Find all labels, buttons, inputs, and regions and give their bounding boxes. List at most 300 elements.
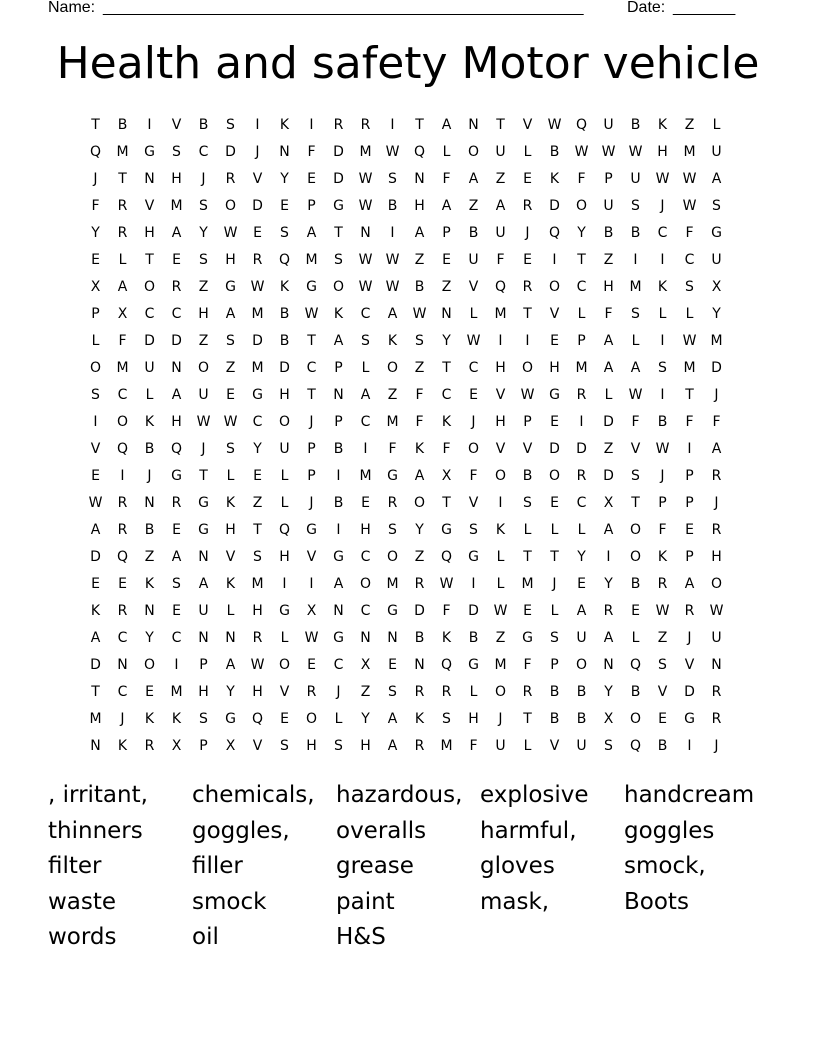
grid-letter[interactable]: C <box>360 603 371 619</box>
grid-letter[interactable]: S <box>334 738 343 754</box>
grid-letter[interactable]: B <box>414 279 425 295</box>
grid-letter[interactable]: B <box>603 225 614 241</box>
grid-letter[interactable]: V <box>306 549 317 565</box>
grid-letter[interactable]: I <box>660 333 665 349</box>
grid-letter[interactable]: J <box>336 684 341 700</box>
grid-letter[interactable]: B <box>387 198 398 214</box>
grid-letter[interactable]: A <box>333 576 344 592</box>
grid-letter[interactable]: A <box>225 306 236 322</box>
grid-letter[interactable]: M <box>629 279 642 295</box>
grid-letter[interactable]: Z <box>225 360 236 376</box>
grid-letter[interactable]: P <box>685 495 694 511</box>
grid-letter[interactable]: F <box>415 414 424 430</box>
grid-letter[interactable]: F <box>91 198 100 214</box>
grid-letter[interactable]: N <box>711 657 722 673</box>
grid-letter[interactable]: D <box>333 171 344 187</box>
grid-letter[interactable]: Y <box>199 225 208 241</box>
grid-letter[interactable]: W <box>196 414 211 430</box>
grid-letter[interactable]: R <box>252 630 263 646</box>
grid-letter[interactable]: I <box>336 522 341 538</box>
grid-letter[interactable]: B <box>144 441 155 457</box>
grid-letter[interactable]: A <box>576 603 587 619</box>
grid-letter[interactable]: A <box>441 117 452 133</box>
grid-letter[interactable]: K <box>657 117 668 133</box>
grid-letter[interactable]: Z <box>360 684 371 700</box>
grid-letter[interactable]: T <box>307 333 316 349</box>
grid-letter[interactable]: M <box>251 306 264 322</box>
grid-letter[interactable]: D <box>549 441 560 457</box>
grid-letter[interactable]: T <box>577 252 586 268</box>
grid-letter[interactable]: V <box>225 549 236 565</box>
grid-letter[interactable]: G <box>333 198 344 214</box>
grid-letter[interactable]: M <box>494 657 507 673</box>
grid-letter[interactable]: A <box>387 738 398 754</box>
grid-letter[interactable]: R <box>576 468 587 484</box>
grid-letter[interactable]: B <box>279 306 290 322</box>
grid-letter[interactable]: F <box>415 387 424 403</box>
grid-letter[interactable]: K <box>225 576 236 592</box>
grid-letter[interactable]: X <box>603 495 614 511</box>
grid-letter[interactable]: H <box>603 279 614 295</box>
grid-letter[interactable]: B <box>657 738 668 754</box>
grid-letter[interactable]: I <box>579 414 584 430</box>
grid-letter[interactable]: B <box>468 225 479 241</box>
grid-letter[interactable]: H <box>171 414 182 430</box>
grid-letter[interactable]: B <box>630 684 641 700</box>
grid-letter[interactable]: A <box>198 576 209 592</box>
grid-letter[interactable]: N <box>333 603 344 619</box>
grid-letter[interactable]: C <box>360 306 371 322</box>
grid-letter[interactable]: W <box>412 306 427 322</box>
grid-letter[interactable]: J <box>660 468 665 484</box>
grid-letter[interactable]: A <box>360 387 371 403</box>
grid-letter[interactable]: E <box>469 387 478 403</box>
grid-letter[interactable]: S <box>226 117 235 133</box>
grid-letter[interactable]: J <box>498 711 503 727</box>
grid-letter[interactable]: W <box>358 279 373 295</box>
grid-letter[interactable]: X <box>90 279 101 295</box>
grid-letter[interactable]: O <box>494 684 507 700</box>
grid-letter[interactable]: D <box>414 603 425 619</box>
grid-letter[interactable]: F <box>388 441 397 457</box>
grid-letter[interactable]: O <box>629 711 642 727</box>
grid-letter[interactable]: V <box>522 117 533 133</box>
grid-letter[interactable]: X <box>306 603 317 619</box>
grid-letter[interactable]: N <box>144 171 155 187</box>
grid-letter[interactable]: B <box>198 117 209 133</box>
grid-letter[interactable]: B <box>576 711 587 727</box>
grid-letter[interactable]: S <box>604 738 613 754</box>
grid-letter[interactable]: N <box>171 360 182 376</box>
grid-letter[interactable]: S <box>280 738 289 754</box>
grid-letter[interactable]: R <box>117 198 128 214</box>
grid-letter[interactable]: D <box>90 549 101 565</box>
grid-letter[interactable]: L <box>523 738 532 754</box>
grid-letter[interactable]: S <box>469 522 478 538</box>
grid-letter[interactable]: R <box>117 522 128 538</box>
grid-letter[interactable]: O <box>143 657 156 673</box>
grid-letter[interactable]: O <box>548 279 561 295</box>
grid-letter[interactable]: N <box>90 738 101 754</box>
grid-letter[interactable]: R <box>252 252 263 268</box>
grid-letter[interactable]: Q <box>440 657 453 673</box>
grid-letter[interactable]: X <box>225 738 236 754</box>
grid-letter[interactable]: D <box>603 414 614 430</box>
grid-letter[interactable]: S <box>172 576 181 592</box>
grid-letter[interactable]: B <box>333 495 344 511</box>
grid-letter[interactable]: K <box>441 630 452 646</box>
grid-letter[interactable]: A <box>387 306 398 322</box>
grid-letter[interactable]: W <box>628 144 643 160</box>
grid-letter[interactable]: L <box>118 252 127 268</box>
grid-letter[interactable]: N <box>279 144 290 160</box>
grid-letter[interactable]: E <box>307 171 316 187</box>
grid-letter[interactable]: W <box>655 603 670 619</box>
grid-letter[interactable]: F <box>469 738 478 754</box>
grid-letter[interactable]: W <box>358 198 373 214</box>
grid-letter[interactable]: W <box>88 495 103 511</box>
grid-letter[interactable]: L <box>145 387 154 403</box>
grid-letter[interactable]: R <box>306 684 317 700</box>
grid-letter[interactable]: K <box>549 171 560 187</box>
grid-letter[interactable]: Q <box>170 441 183 457</box>
grid-letter[interactable]: R <box>117 225 128 241</box>
grid-letter[interactable]: G <box>198 522 209 538</box>
grid-letter[interactable]: J <box>147 468 152 484</box>
grid-letter[interactable]: B <box>279 333 290 349</box>
grid-letter[interactable]: Q <box>251 711 264 727</box>
grid-letter[interactable]: Y <box>577 225 586 241</box>
grid-letter[interactable]: G <box>387 468 398 484</box>
grid-letter[interactable]: N <box>360 225 371 241</box>
grid-letter[interactable]: G <box>306 279 317 295</box>
grid-letter[interactable]: X <box>603 711 614 727</box>
grid-letter[interactable]: Y <box>145 630 154 646</box>
grid-letter[interactable]: T <box>91 117 100 133</box>
grid-letter[interactable]: P <box>442 225 451 241</box>
grid-letter[interactable]: R <box>171 279 182 295</box>
grid-letter[interactable]: Y <box>604 576 613 592</box>
grid-letter[interactable]: L <box>631 333 640 349</box>
grid-letter[interactable]: H <box>144 225 155 241</box>
grid-letter[interactable]: H <box>279 387 290 403</box>
grid-letter[interactable]: Y <box>415 522 424 538</box>
grid-letter[interactable]: T <box>145 252 154 268</box>
grid-letter[interactable]: E <box>172 603 181 619</box>
grid-letter[interactable]: Z <box>468 198 479 214</box>
grid-letter[interactable]: A <box>414 225 425 241</box>
grid-letter[interactable]: E <box>253 468 262 484</box>
grid-letter[interactable]: M <box>710 333 723 349</box>
grid-letter[interactable]: U <box>711 144 722 160</box>
name-field[interactable]: ______________________________________________________ <box>103 0 584 16</box>
grid-letter[interactable]: O <box>359 576 372 592</box>
grid-letter[interactable]: F <box>685 414 694 430</box>
grid-letter[interactable]: E <box>280 198 289 214</box>
grid-letter[interactable]: H <box>279 549 290 565</box>
grid-letter[interactable]: F <box>496 252 505 268</box>
grid-letter[interactable]: E <box>280 711 289 727</box>
grid-letter[interactable]: Q <box>440 549 453 565</box>
grid-letter[interactable]: W <box>547 117 562 133</box>
grid-letter[interactable]: A <box>306 225 317 241</box>
grid-letter[interactable]: J <box>714 387 719 403</box>
grid-letter[interactable]: H <box>171 171 182 187</box>
grid-letter[interactable]: N <box>198 549 209 565</box>
grid-letter[interactable]: S <box>685 279 694 295</box>
grid-letter[interactable]: L <box>550 603 559 619</box>
grid-letter[interactable]: O <box>386 360 399 376</box>
grid-letter[interactable]: J <box>309 414 314 430</box>
grid-letter[interactable]: E <box>361 495 370 511</box>
grid-letter[interactable]: D <box>684 684 695 700</box>
grid-letter[interactable]: K <box>657 549 668 565</box>
grid-letter[interactable]: B <box>630 225 641 241</box>
grid-letter[interactable]: S <box>361 333 370 349</box>
grid-letter[interactable]: X <box>171 738 182 754</box>
grid-letter[interactable]: K <box>90 603 101 619</box>
grid-letter[interactable]: G <box>333 630 344 646</box>
grid-letter[interactable]: F <box>604 306 613 322</box>
grid-letter[interactable]: L <box>523 522 532 538</box>
grid-letter[interactable]: I <box>255 117 260 133</box>
grid-letter[interactable]: Q <box>494 279 507 295</box>
grid-letter[interactable]: M <box>440 738 453 754</box>
grid-letter[interactable]: Z <box>495 171 506 187</box>
grid-letter[interactable]: S <box>388 171 397 187</box>
grid-letter[interactable]: G <box>333 549 344 565</box>
grid-letter[interactable]: M <box>386 576 399 592</box>
grid-letter[interactable]: K <box>387 333 398 349</box>
grid-letter[interactable]: T <box>118 171 127 187</box>
grid-letter[interactable]: E <box>388 657 397 673</box>
grid-letter[interactable]: R <box>711 522 722 538</box>
grid-letter[interactable]: A <box>603 522 614 538</box>
grid-letter[interactable]: W <box>709 603 724 619</box>
date-field[interactable]: _______ <box>673 0 736 16</box>
grid-letter[interactable]: E <box>550 414 559 430</box>
grid-letter[interactable]: P <box>550 657 559 673</box>
grid-letter[interactable]: H <box>414 198 425 214</box>
grid-letter[interactable]: C <box>306 360 317 376</box>
grid-letter[interactable]: V <box>630 441 641 457</box>
grid-letter[interactable]: B <box>144 522 155 538</box>
grid-letter[interactable]: L <box>280 630 289 646</box>
grid-letter[interactable]: J <box>552 576 557 592</box>
grid-letter[interactable]: J <box>660 198 665 214</box>
grid-letter[interactable]: S <box>91 387 100 403</box>
grid-letter[interactable]: I <box>660 387 665 403</box>
grid-letter[interactable]: F <box>523 657 532 673</box>
grid-letter[interactable]: O <box>467 441 480 457</box>
grid-letter[interactable]: K <box>144 414 155 430</box>
grid-letter[interactable]: S <box>280 225 289 241</box>
grid-letter[interactable]: S <box>523 495 532 511</box>
grid-letter[interactable]: P <box>334 360 343 376</box>
grid-letter[interactable]: N <box>414 657 425 673</box>
grid-letter[interactable]: M <box>359 468 372 484</box>
grid-letter[interactable]: T <box>442 495 451 511</box>
grid-letter[interactable]: T <box>496 117 505 133</box>
grid-letter[interactable]: N <box>360 630 371 646</box>
grid-letter[interactable]: P <box>577 333 586 349</box>
grid-letter[interactable]: U <box>495 225 506 241</box>
grid-letter[interactable]: Z <box>657 630 668 646</box>
grid-letter[interactable]: R <box>711 468 722 484</box>
grid-letter[interactable]: Z <box>414 252 425 268</box>
grid-letter[interactable]: V <box>684 657 695 673</box>
grid-letter[interactable]: A <box>414 468 425 484</box>
grid-letter[interactable]: G <box>468 549 479 565</box>
grid-letter[interactable]: F <box>118 333 127 349</box>
grid-letter[interactable]: L <box>604 387 613 403</box>
grid-letter[interactable]: V <box>549 738 560 754</box>
grid-letter[interactable]: E <box>172 522 181 538</box>
grid-letter[interactable]: C <box>468 360 479 376</box>
grid-letter[interactable]: V <box>252 738 263 754</box>
grid-letter[interactable]: L <box>550 522 559 538</box>
grid-letter[interactable]: Z <box>414 360 425 376</box>
grid-letter[interactable]: R <box>576 387 587 403</box>
grid-letter[interactable]: R <box>603 603 614 619</box>
grid-letter[interactable]: G <box>252 387 263 403</box>
grid-letter[interactable]: A <box>630 360 641 376</box>
grid-letter[interactable]: F <box>442 441 451 457</box>
grid-letter[interactable]: S <box>226 333 235 349</box>
grid-letter[interactable]: M <box>683 360 696 376</box>
grid-letter[interactable]: L <box>361 360 370 376</box>
grid-letter[interactable]: B <box>468 630 479 646</box>
grid-letter[interactable]: D <box>252 198 263 214</box>
grid-letter[interactable]: A <box>90 522 101 538</box>
grid-letter[interactable]: O <box>494 468 507 484</box>
grid-letter[interactable]: B <box>414 630 425 646</box>
grid-letter[interactable]: O <box>386 549 399 565</box>
grid-letter[interactable]: R <box>144 738 155 754</box>
grid-letter[interactable]: I <box>363 441 368 457</box>
grid-letter[interactable]: U <box>576 630 587 646</box>
grid-letter[interactable]: W <box>250 279 265 295</box>
grid-letter[interactable]: O <box>413 495 426 511</box>
grid-letter[interactable]: A <box>171 549 182 565</box>
grid-letter[interactable]: W <box>682 171 697 187</box>
grid-letter[interactable]: W <box>520 387 535 403</box>
grid-letter[interactable]: E <box>91 576 100 592</box>
grid-letter[interactable]: X <box>117 306 128 322</box>
grid-letter[interactable]: T <box>523 711 532 727</box>
grid-letter[interactable]: T <box>523 306 532 322</box>
grid-letter[interactable]: O <box>305 711 318 727</box>
grid-letter[interactable]: K <box>441 414 452 430</box>
grid-letter[interactable]: B <box>522 468 533 484</box>
grid-letter[interactable]: W <box>385 144 400 160</box>
grid-letter[interactable]: V <box>522 441 533 457</box>
grid-letter[interactable]: S <box>631 468 640 484</box>
grid-letter[interactable]: B <box>117 117 128 133</box>
grid-letter[interactable]: W <box>493 603 508 619</box>
grid-letter[interactable]: T <box>442 360 451 376</box>
grid-letter[interactable]: M <box>494 306 507 322</box>
grid-letter[interactable]: L <box>685 306 694 322</box>
grid-letter[interactable]: O <box>629 549 642 565</box>
grid-letter[interactable]: W <box>682 198 697 214</box>
grid-letter[interactable]: H <box>360 522 371 538</box>
grid-letter[interactable]: H <box>198 306 209 322</box>
grid-letter[interactable]: I <box>633 252 638 268</box>
grid-letter[interactable]: V <box>468 495 479 511</box>
grid-letter[interactable]: W <box>682 333 697 349</box>
grid-letter[interactable]: V <box>90 441 101 457</box>
grid-letter[interactable]: C <box>117 684 128 700</box>
grid-letter[interactable]: N <box>441 306 452 322</box>
grid-letter[interactable]: L <box>631 630 640 646</box>
grid-letter[interactable]: I <box>687 738 692 754</box>
grid-letter[interactable]: M <box>251 360 264 376</box>
grid-letter[interactable]: B <box>630 117 641 133</box>
grid-letter[interactable]: W <box>223 225 238 241</box>
grid-letter[interactable]: W <box>628 387 643 403</box>
grid-letter[interactable]: R <box>117 603 128 619</box>
grid-letter[interactable]: B <box>549 144 560 160</box>
grid-letter[interactable]: E <box>658 711 667 727</box>
grid-letter[interactable]: R <box>117 495 128 511</box>
grid-letter[interactable]: F <box>442 603 451 619</box>
grid-letter[interactable]: Y <box>361 711 370 727</box>
grid-letter[interactable]: E <box>226 387 235 403</box>
grid-letter[interactable]: Y <box>280 171 289 187</box>
grid-letter[interactable]: K <box>414 711 425 727</box>
grid-letter[interactable]: W <box>655 171 670 187</box>
grid-letter[interactable]: P <box>307 441 316 457</box>
grid-letter[interactable]: W <box>601 144 616 160</box>
grid-letter[interactable]: O <box>710 576 723 592</box>
grid-letter[interactable]: K <box>144 711 155 727</box>
grid-letter[interactable]: U <box>495 144 506 160</box>
grid-letter[interactable]: R <box>711 711 722 727</box>
grid-letter[interactable]: E <box>118 576 127 592</box>
grid-letter[interactable]: C <box>360 414 371 430</box>
grid-letter[interactable]: M <box>116 144 129 160</box>
grid-letter[interactable]: H <box>495 360 506 376</box>
grid-letter[interactable]: E <box>91 468 100 484</box>
grid-letter[interactable]: C <box>360 549 371 565</box>
grid-letter[interactable]: S <box>658 360 667 376</box>
grid-letter[interactable]: J <box>93 171 98 187</box>
grid-letter[interactable]: L <box>442 144 451 160</box>
grid-letter[interactable]: Z <box>414 549 425 565</box>
grid-letter[interactable]: B <box>630 576 641 592</box>
grid-letter[interactable]: O <box>278 657 291 673</box>
grid-letter[interactable]: U <box>576 738 587 754</box>
grid-letter[interactable]: T <box>307 387 316 403</box>
grid-letter[interactable]: G <box>225 711 236 727</box>
grid-letter[interactable]: S <box>334 252 343 268</box>
grid-letter[interactable]: D <box>171 333 182 349</box>
grid-letter[interactable]: O <box>224 198 237 214</box>
grid-letter[interactable]: H <box>711 549 722 565</box>
grid-letter[interactable]: V <box>144 198 155 214</box>
grid-letter[interactable]: P <box>91 306 100 322</box>
grid-letter[interactable]: D <box>252 333 263 349</box>
grid-letter[interactable]: I <box>606 549 611 565</box>
grid-letter[interactable]: I <box>309 117 314 133</box>
grid-letter[interactable]: V <box>495 387 506 403</box>
grid-letter[interactable]: A <box>711 441 722 457</box>
grid-letter[interactable]: C <box>252 414 263 430</box>
grid-letter[interactable]: W <box>358 171 373 187</box>
grid-letter[interactable]: R <box>171 495 182 511</box>
grid-letter[interactable]: S <box>631 198 640 214</box>
